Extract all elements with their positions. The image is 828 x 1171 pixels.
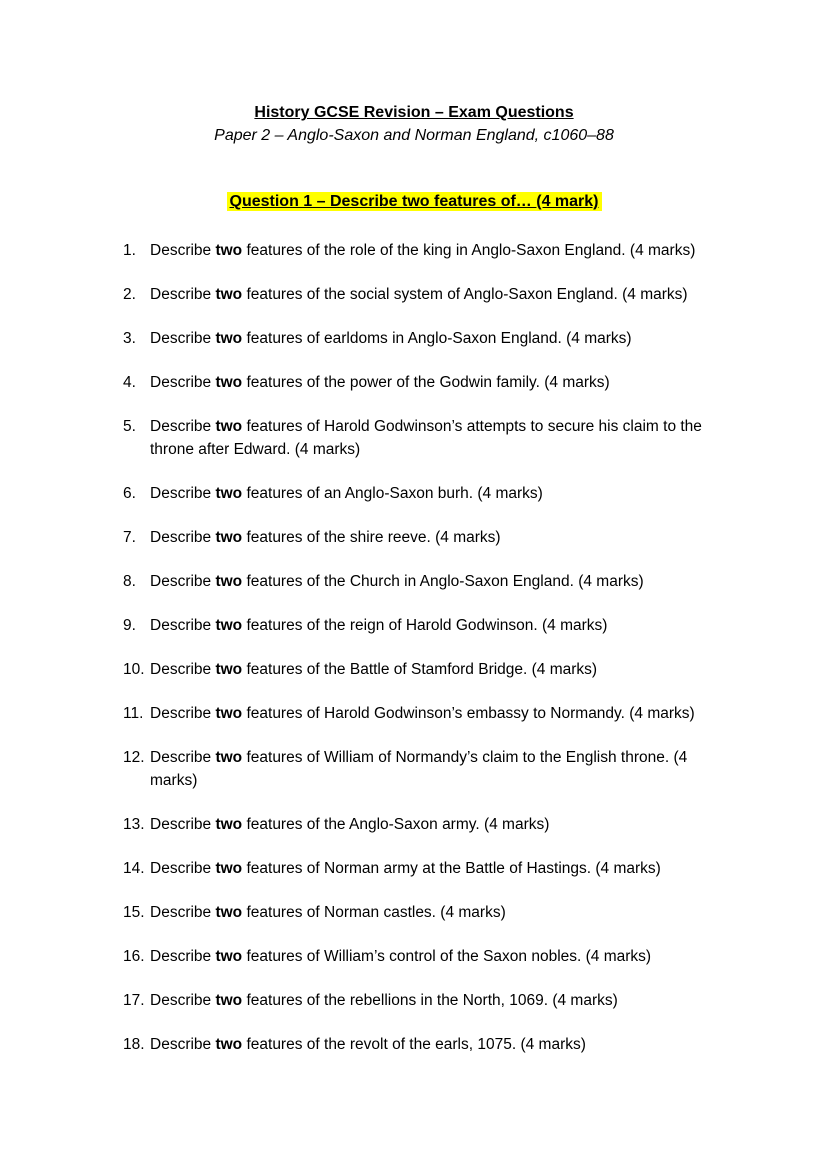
question-text	[150, 702, 715, 725]
question-text-pre: Describe	[150, 573, 216, 590]
question-text-bold: two	[215, 374, 243, 391]
question-text-bold: two	[215, 860, 243, 877]
section-heading-row	[0, 190, 828, 213]
question-number: 15.	[123, 904, 145, 921]
question-number: 16.	[123, 948, 145, 965]
question-item	[123, 746, 719, 792]
question-text-pre: Describe	[150, 242, 216, 259]
question-text-pre: Describe	[150, 904, 216, 921]
question-text	[150, 371, 715, 394]
question-text-bold: two	[215, 1036, 243, 1053]
question-text-bold: two	[215, 418, 243, 435]
question-text	[150, 857, 715, 880]
question-item	[123, 371, 719, 394]
title-block	[0, 0, 828, 147]
question-item	[123, 702, 719, 725]
question-text-pre: Describe	[150, 418, 216, 435]
document-title: History GCSE Revision – Exam Questions	[254, 104, 574, 121]
question-text	[150, 989, 715, 1012]
question-text-post: features of earldoms in Anglo-Saxon England. (4 marks)	[242, 330, 632, 347]
question-item	[123, 813, 719, 836]
question-text-bold: two	[215, 948, 243, 965]
question-text	[150, 614, 715, 637]
question-text-post: features of the Anglo-Saxon army. (4 marks)	[242, 816, 550, 833]
question-item	[123, 1033, 719, 1056]
question-text-bold: two	[215, 529, 243, 546]
document-subtitle: Paper 2 – Anglo-Saxon and Norman England, c1060–88	[214, 127, 614, 144]
question-text-post: features of the shire reeve. (4 marks)	[242, 529, 501, 546]
question-text	[150, 526, 715, 549]
question-text-post: features of an Anglo-Saxon burh. (4 marks)	[242, 485, 543, 502]
question-list	[123, 239, 719, 1056]
question-text-post: features of William of Normandy’s claim to the English throne. (4 marks)	[150, 749, 688, 789]
question-text-bold: two	[215, 573, 243, 590]
section-heading: Question 1 – Describe two features of… (4 mark)	[227, 192, 602, 211]
question-text-post: features of William’s control of the Saxon nobles. (4 marks)	[242, 948, 652, 965]
question-text-pre: Describe	[150, 330, 216, 347]
question-number: 14.	[123, 860, 145, 877]
question-text-pre: Describe	[150, 286, 216, 303]
question-text-post: features of Harold Godwinson’s embassy to Normandy. (4 marks)	[242, 705, 695, 722]
question-text-bold: two	[215, 749, 243, 766]
question-text-pre: Describe	[150, 749, 216, 766]
question-item	[123, 857, 719, 880]
question-item	[123, 570, 719, 593]
question-text-pre: Describe	[150, 485, 216, 502]
question-text	[150, 746, 715, 792]
question-text-bold: two	[215, 705, 243, 722]
question-number: 1.	[123, 242, 136, 259]
question-item	[123, 415, 719, 461]
question-item	[123, 989, 719, 1012]
question-text	[150, 283, 715, 306]
question-item	[123, 327, 719, 350]
question-text-pre: Describe	[150, 860, 216, 877]
question-number: 7.	[123, 529, 136, 546]
question-text-bold: two	[215, 904, 243, 921]
question-number: 6.	[123, 485, 136, 502]
question-item	[123, 283, 719, 306]
question-text-post: features of the revolt of the earls, 1075. (4 marks)	[242, 1036, 586, 1053]
question-item	[123, 658, 719, 681]
question-item	[123, 482, 719, 505]
question-number: 18.	[123, 1036, 145, 1053]
question-text	[150, 415, 715, 461]
question-text-post: features of the Battle of Stamford Bridge. (4 marks)	[242, 661, 598, 678]
question-text-post: features of the role of the king in Anglo-Saxon England. (4 marks)	[242, 242, 696, 259]
question-text-pre: Describe	[150, 374, 216, 391]
question-item	[123, 945, 719, 968]
question-text-bold: two	[215, 816, 243, 833]
question-number: 8.	[123, 573, 136, 590]
question-text-pre: Describe	[150, 529, 216, 546]
question-text	[150, 945, 715, 968]
question-item	[123, 239, 719, 262]
question-item	[123, 901, 719, 924]
question-text-pre: Describe	[150, 816, 216, 833]
question-number: 17.	[123, 992, 145, 1009]
question-number: 10.	[123, 661, 145, 678]
question-number: 11.	[123, 705, 144, 722]
question-text-post: features of the social system of Anglo-Saxon England. (4 marks)	[242, 286, 688, 303]
question-number: 5.	[123, 418, 136, 435]
question-text-pre: Describe	[150, 617, 216, 634]
question-text-pre: Describe	[150, 1036, 216, 1053]
question-text-post: features of the reign of Harold Godwinson. (4 marks)	[242, 617, 608, 634]
question-item	[123, 526, 719, 549]
question-number: 9.	[123, 617, 136, 634]
question-text	[150, 901, 715, 924]
question-text-post: features of the rebellions in the North, 1069. (4 marks)	[242, 992, 618, 1009]
question-text-post: features of the power of the Godwin family. (4 marks)	[242, 374, 610, 391]
question-number: 12.	[123, 749, 145, 766]
question-text-bold: two	[215, 485, 243, 502]
question-text	[150, 658, 715, 681]
question-text-bold: two	[215, 661, 243, 678]
question-item	[123, 614, 719, 637]
question-number: 4.	[123, 374, 136, 391]
question-text	[150, 570, 715, 593]
question-text	[150, 1033, 715, 1056]
question-text-post: features of Norman army at the Battle of Hastings. (4 marks)	[242, 860, 661, 877]
question-text-post: features of Harold Godwinson’s attempts to secure his claim to the throne after Edward. (4 marks)	[150, 418, 702, 458]
question-text-pre: Describe	[150, 992, 216, 1009]
question-text-post: features of the Church in Anglo-Saxon England. (4 marks)	[242, 573, 644, 590]
question-text-bold: two	[215, 992, 243, 1009]
question-text-post: features of Norman castles. (4 marks)	[242, 904, 506, 921]
question-number: 2.	[123, 286, 136, 303]
question-text	[150, 239, 715, 262]
question-text-bold: two	[215, 242, 243, 259]
question-text	[150, 813, 715, 836]
question-text-bold: two	[215, 286, 243, 303]
question-text-bold: two	[215, 330, 243, 347]
question-text-pre: Describe	[150, 948, 216, 965]
question-text	[150, 327, 715, 350]
question-text-bold: two	[215, 617, 243, 634]
question-text	[150, 482, 715, 505]
question-number: 13.	[123, 816, 145, 833]
question-number: 3.	[123, 330, 136, 347]
question-text-pre: Describe	[150, 705, 216, 722]
question-text-pre: Describe	[150, 661, 216, 678]
